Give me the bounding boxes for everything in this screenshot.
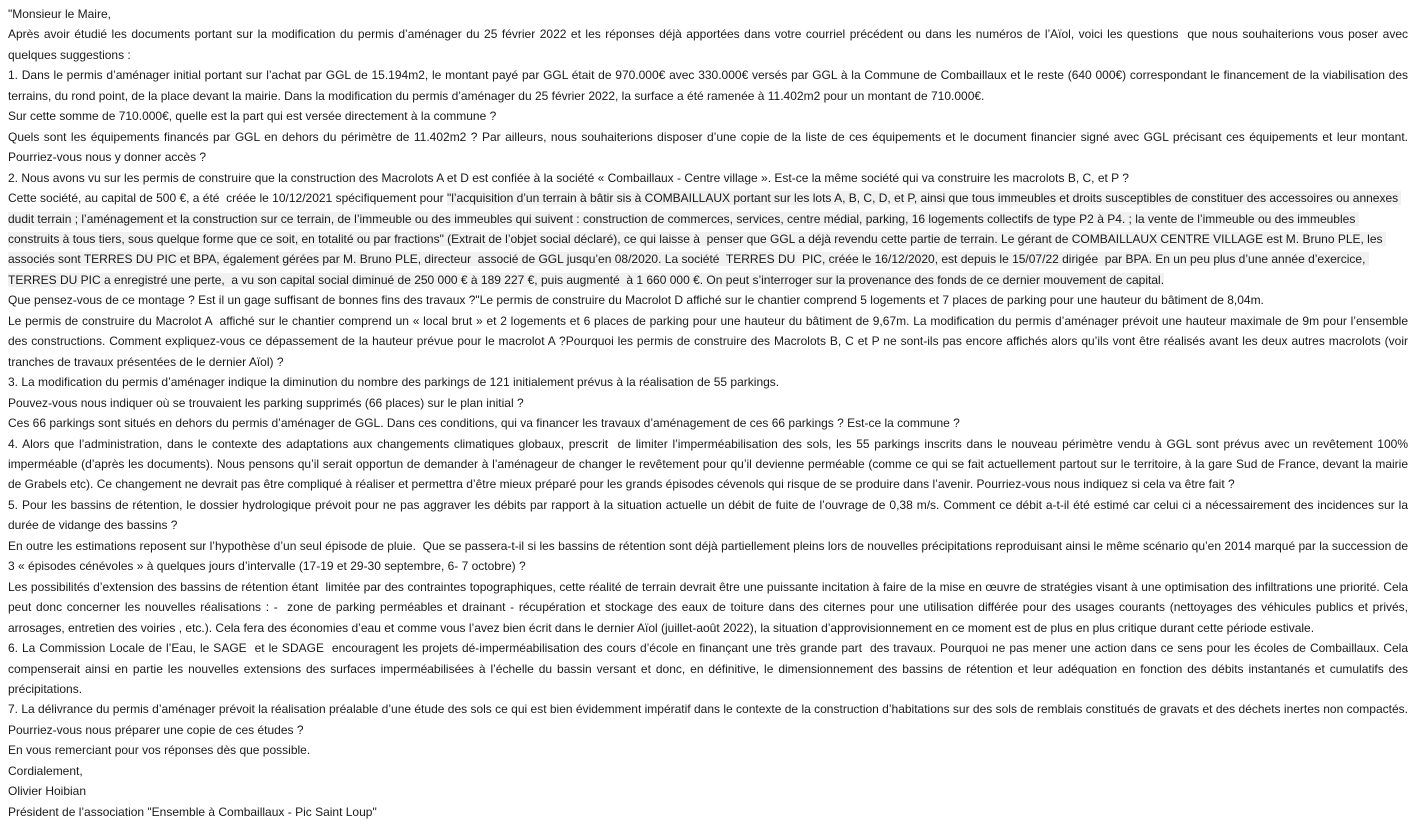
intro-paragraph: Après avoir étudié les documents portant sur la modification du permis d’aménager du 25 février 2022 et les réponses déjà apportées dans votre courriel précédent ou dans les numéros de l’Aïol, voici les questions que nous souhaiterions vous poser avec quelques suggestions :: [8, 27, 1412, 62]
thanks-line: En vous remerciant pour vos réponses dès que possible.: [8, 743, 311, 758]
company-paragraph-quote: "l’acquisition d’un terrain à bâtir sis à COMBAILLAUX portant sur les lots A, B, C, D, et P, ainsi que tous immeubles et droits susceptibles de constituer des accessoires ou annexes dudit terrain ; l’aménagement et la construction sur ce terrain, de l’immeuble ou des immeubles qui suivent : construction de commerces, services, centre médial, parking, 16 logements collectifs de type P2 à P4. ; la vente de l’immeuble ou des immeubles construits à tous tiers, sous quelque forme que ce soit, en totalité ou par fractions" (Extrait de l’objet social déclaré), ce qui laisse à penser que GGL a déjà revendu cette partie de terrain. Le gérant de COMBAILLAUX CENTRE VILLAGE est M. Bruno PLE, les associés sont TERRES DU PIC et BPA, également gérées par M. Bruno PLE, directeur associé de GGL jusqu’en 08/2020. La société TERRES DU PIC, créée le 16/12/2020, est depuis le 15/07/22 dirigée par BPA. En un peu plus d’une année d’exercice, TERRES DU PIC a enregistré une perte, a vu son capital social diminué de 250 000 € à 189 227 €, puis augmenté à 1 660 000 €. On peut s’interroger sur la provenance des fonds de ce dernier mouvement de capital.: [8, 191, 1402, 287]
question-1-equipment: Quels sont les équipements financés par GGL en dehors du périmètre de 11.402m2 ? Par ailleurs, nous souhaiterions disposer d’une copie de la liste de ces équipements et le document financier signé avec GGL précisant ces équipements et leur montant. Pourriez-vous nous y donner accès ?: [8, 129, 1412, 165]
question-2-height: Le permis de construire du Macrolot A affiché sur le chantier comprend un « local brut » et 2 logements et 6 places de parking pour une hauteur du bâtiment de 9,67m. La modification du permis d’aménager prévoit une hauteur maximale de 9m pour l’ensemble des constructions. Comment expliquez-vous ce dépassement de la hauteur prévue pour le macrolot A ?Pourquoi les permis de construire des Macrolots B, C et P ne sont-ils pas encore affichés alors qu’ils vont être réalisés avant les deux autres macrolots (voir tranches de travaux présentées de le dernier Aïol) ?: [8, 313, 1412, 369]
company-paragraph: [8, 188, 1408, 290]
question-5-infiltration: Les possibilités d’extension des bassins de rétention étant limitée par des contraintes topographiques, cette réalité de terrain devrait être une puissante incitation à faire de la mise en œuvre de stratégies visant à une optimisation des infiltrations une priorité. Cela peut donc concerner les nouvelles réalisations : - zone de parking perméables et drainant - récupération et stockage des eaux de toiture dans des citernes pour une utilisation différée pour des usages courants (nettoyages des véhicules publics et privés, arrosages, entretien des voiries , etc.). Cela fera des économies d’eau et comme vous l’avez bien écrit dans le dernier Aïol (juillet-août 2022), la situation d’approvisionnement en ce moment est de plus en plus critique durant cette période estivale.: [8, 579, 1412, 635]
question-3-location: Pouvez-vous nous indiquer où se trouvaient les parking supprimés (66 places) sur le plan initial ?: [8, 395, 524, 410]
question-2-montage: Que pensez-vous de ce montage ? Est il un gage suffisant de bonnes fins des travaux ?"Le permis de construire du Macrolot D affiché sur le chantier comprend 5 logements et 7 places de parking pour une hauteur du bâtiment de 8,04m.: [8, 293, 1264, 308]
question-6: 6. La Commission Locale de l’Eau, le SAGE et le SDAGE encouragent les projets dé-imperméabilisation des cours d’école en finançant une très grande part des travaux. Pourquoi ne pas mener une action dans ce sens pour les écoles de Combaillaux. Cela compenserait ainsi en partie les nouvelles extensions des surfaces imperméabilisées à l’échelle du bassin versant et donc, en définitive, le dimensionnement des bassins de rétention et leur adéquation en fonction des débits instantanés et cumulatifs des précipitations.: [8, 641, 1412, 696]
question-1: 1. Dans le permis d’aménager initial portant sur l’achat par GGL de 15.194m2, le montant payé par GGL était de 970.000€ avec 330.000€ versés par GGL à la Commune de Combaillaux et le reste (640 000€) correspondant le financement de la viabilisation des terrains, du rond point, de la place devant la mairie. Dans la modification du permis d’aménager du 25 février 2022, la surface a été ramenée à 11.402m2 pour un montant de 710.000€.: [8, 68, 1412, 103]
question-5: 5. Pour les bassins de rétention, le dossier hydrologique prévoit pour ne pas aggraver les débits par rapport à la situation actuelle un débit de fuite de l’ouvrage de 0,38 m/s. Comment ce débit a-t-il été estimé car celui ci a nécessairement des incidences sur la durée de vidange des bassins ?: [8, 497, 1412, 533]
question-3-financing: Ces 66 parkings sont situés en dehors du permis d’aménager de GGL. Dans ces conditions, qui va financer les travaux d’aménagement de ces 66 parkings ? Est-ce la commune ?: [8, 416, 960, 431]
signature-name: Olivier Hoibian: [8, 784, 87, 799]
question-3: 3. La modification du permis d’aménager indique la diminution du nombre des parkings de 121 initialement prévus à la réalisation de 55 parkings.: [8, 375, 780, 390]
question-7: 7. La délivrance du permis d’aménager prévoit la réalisation préalable d’une étude des sols ce qui est bien évidemment impératif dans le contexte de la construction d’habitations sur des sols de remblais constitués de gravats et des déchets inertes non compactés. Pourriez-vous nous préparer une copie de ces études ?: [8, 702, 1412, 737]
question-5-rain-episodes: En outre les estimations reposent sur l’hypothèse d’un seul épisode de pluie. Que se passera-t-il si les bassins de rétention sont déjà partiellement pleins lors de nouvelles précipitations reproduisant ainsi le même scénario qu’en 2014 marqué par la succession de 3 « épisodes cénévoles » à quelques jours d’intervalle (17-19 et 29-30 septembre, 6- 7 octobre) ?: [8, 538, 1412, 574]
company-paragraph-intro: Cette société, au capital de 500 €, a été créée le 10/12/2021 spécifiquement pour: [8, 191, 447, 206]
closing: Cordialement,: [8, 763, 83, 778]
signature-title: Président de l’association "Ensemble à Combaillaux - Pic Saint Loup": [8, 804, 377, 819]
question-2: 2. Nous avons vu sur les permis de construire que la construction des Macrolots A et D est confiée à la société « Combaillaux - Centre village ». Est-ce la même société qui va construire les macrolots B, C, et P ?: [8, 170, 1129, 185]
question-4: 4. Alors que l’administration, dans le contexte des adaptations aux changements climatiques globaux, prescrit de limiter l’imperméabilisation des sols, les 55 parkings inscrits dans le nouveau périmètre vendu à GGL sont prévus avec un revêtement 100% imperméable (d’après les documents). Nous pensons qu’il serait opportun de demander à l’aménageur de changer le revêtement pour qu’il devienne perméable (comme ce qui se fait actuellement partout sur le territoire, à la gare Sud de France, devant la mairie de Grabels etc). Ce changement ne devrait pas être compliqué à réaliser et permettra d’être mieux préparé pour les grands épisodes cévenols qui risque de se produire dans l’avenir. Pourriez-vous nous indiquez si cela va être fait ?: [8, 436, 1412, 492]
salutation: "Monsieur le Maire,: [8, 7, 111, 21]
question-1-part-share: Sur cette somme de 710.000€, quelle est la part qui est versée directement à la commune ?: [8, 109, 497, 124]
